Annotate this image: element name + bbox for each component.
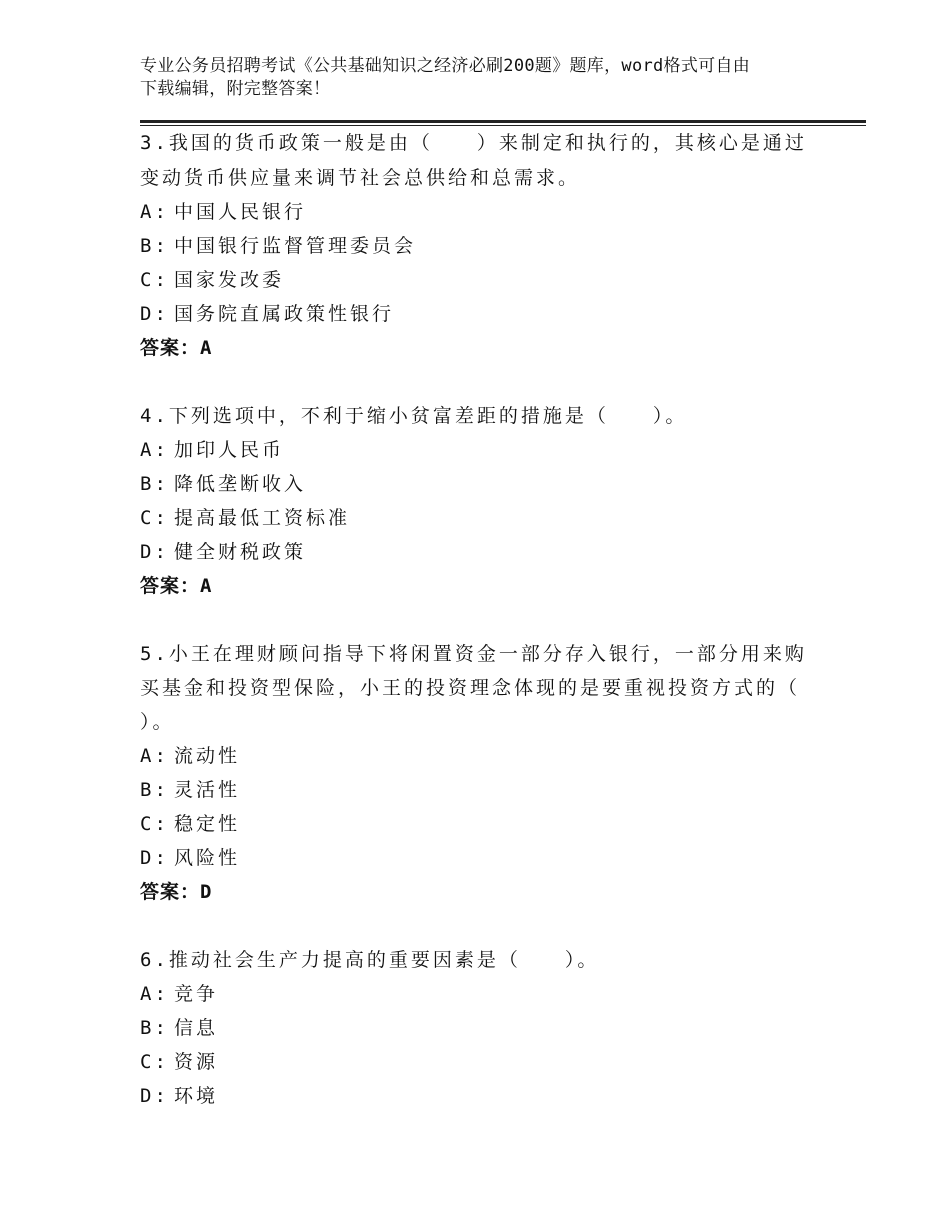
option-letter: C: (140, 507, 169, 529)
header-line-2: 下载编辑，附完整答案！ (140, 79, 331, 99)
question-5-line-3: ）。 (140, 711, 175, 733)
option-text: 中国人民银行 (174, 201, 307, 223)
question-3-line-1: 3.我国的货币政策一般是由（ ）来制定和执行的，其核心是通过 (140, 132, 807, 154)
question-3 (140, 125, 840, 365)
option-text: 竞争 (174, 983, 219, 1005)
answer-value: D (200, 881, 213, 903)
option-letter: D: (140, 541, 169, 563)
question-3-option-c (140, 263, 840, 297)
spacer (140, 603, 840, 637)
option-text: 信息 (174, 1017, 219, 1039)
option-letter: A: (140, 201, 169, 223)
option-text: 中国银行监督管理委员会 (174, 235, 417, 257)
question-4-option-d (140, 535, 840, 569)
question-5-option-a (140, 739, 840, 773)
question-3-option-a (140, 195, 840, 229)
answer-label: 答案： (140, 337, 201, 359)
option-letter: D: (140, 847, 169, 869)
question-4 (140, 399, 840, 603)
option-text: 流动性 (174, 745, 241, 767)
question-5-option-d (140, 841, 840, 875)
document-header (140, 55, 820, 101)
option-letter: D: (140, 1085, 169, 1107)
question-3-option-b (140, 229, 840, 263)
question-5 (140, 637, 840, 909)
spacer (140, 365, 840, 399)
option-letter: A: (140, 983, 169, 1005)
option-letter: B: (140, 779, 169, 801)
option-letter: B: (140, 1017, 169, 1039)
option-text: 国务院直属政策性银行 (174, 303, 395, 325)
question-6-option-b (140, 1011, 840, 1045)
option-letter: A: (140, 439, 169, 461)
question-3-line-2: 变动货币供应量来调节社会总供给和总需求。 (140, 167, 581, 189)
question-6 (140, 943, 840, 1113)
option-text: 风险性 (174, 847, 241, 869)
question-5-option-b (140, 773, 840, 807)
question-4-answer (140, 569, 840, 603)
question-6-option-c (140, 1045, 840, 1079)
question-4-option-a (140, 433, 840, 467)
option-text: 健全财税政策 (174, 541, 307, 563)
option-text: 灵活性 (174, 779, 241, 801)
answer-value: A (200, 337, 213, 359)
option-letter: C: (140, 269, 169, 291)
spacer (140, 909, 840, 943)
option-text: 国家发改委 (174, 269, 285, 291)
question-6-line-1: 6.推动社会生产力提高的重要因素是（ ）。 (140, 949, 600, 971)
option-letter: A: (140, 745, 169, 767)
option-letter: C: (140, 1051, 169, 1073)
question-5-line-1: 5.小王在理财顾问指导下将闲置资金一部分存入银行，一部分用来购 (140, 643, 807, 665)
option-letter: C: (140, 813, 169, 835)
answer-label: 答案： (140, 575, 201, 597)
option-letter: D: (140, 303, 169, 325)
option-text: 资源 (174, 1051, 219, 1073)
question-6-option-a (140, 977, 840, 1011)
question-4-line-1: 4.下列选项中，不利于缩小贫富差距的措施是（ ）。 (140, 405, 688, 427)
question-5-option-c (140, 807, 840, 841)
question-3-option-d (140, 297, 840, 331)
option-letter: B: (140, 235, 169, 257)
option-text: 提高最低工资标准 (174, 507, 351, 529)
question-4-option-b (140, 467, 840, 501)
option-text: 环境 (174, 1085, 219, 1107)
option-letter: B: (140, 473, 169, 495)
header-line-1: 专业公务员招聘考试《公共基础知识之经济必刷200题》题库，word格式可自由 (140, 56, 751, 76)
question-4-option-c (140, 501, 840, 535)
option-text: 加印人民币 (174, 439, 285, 461)
option-text: 稳定性 (174, 813, 241, 835)
question-list (140, 125, 840, 1113)
answer-label: 答案： (140, 881, 201, 903)
question-3-answer (140, 331, 840, 365)
question-5-answer (140, 875, 840, 909)
answer-value: A (200, 575, 213, 597)
option-text: 降低垄断收入 (174, 473, 307, 495)
question-5-line-2: 买基金和投资型保险，小王的投资理念体现的是要重视投资方式的（ (140, 677, 801, 699)
question-6-option-d (140, 1079, 840, 1113)
